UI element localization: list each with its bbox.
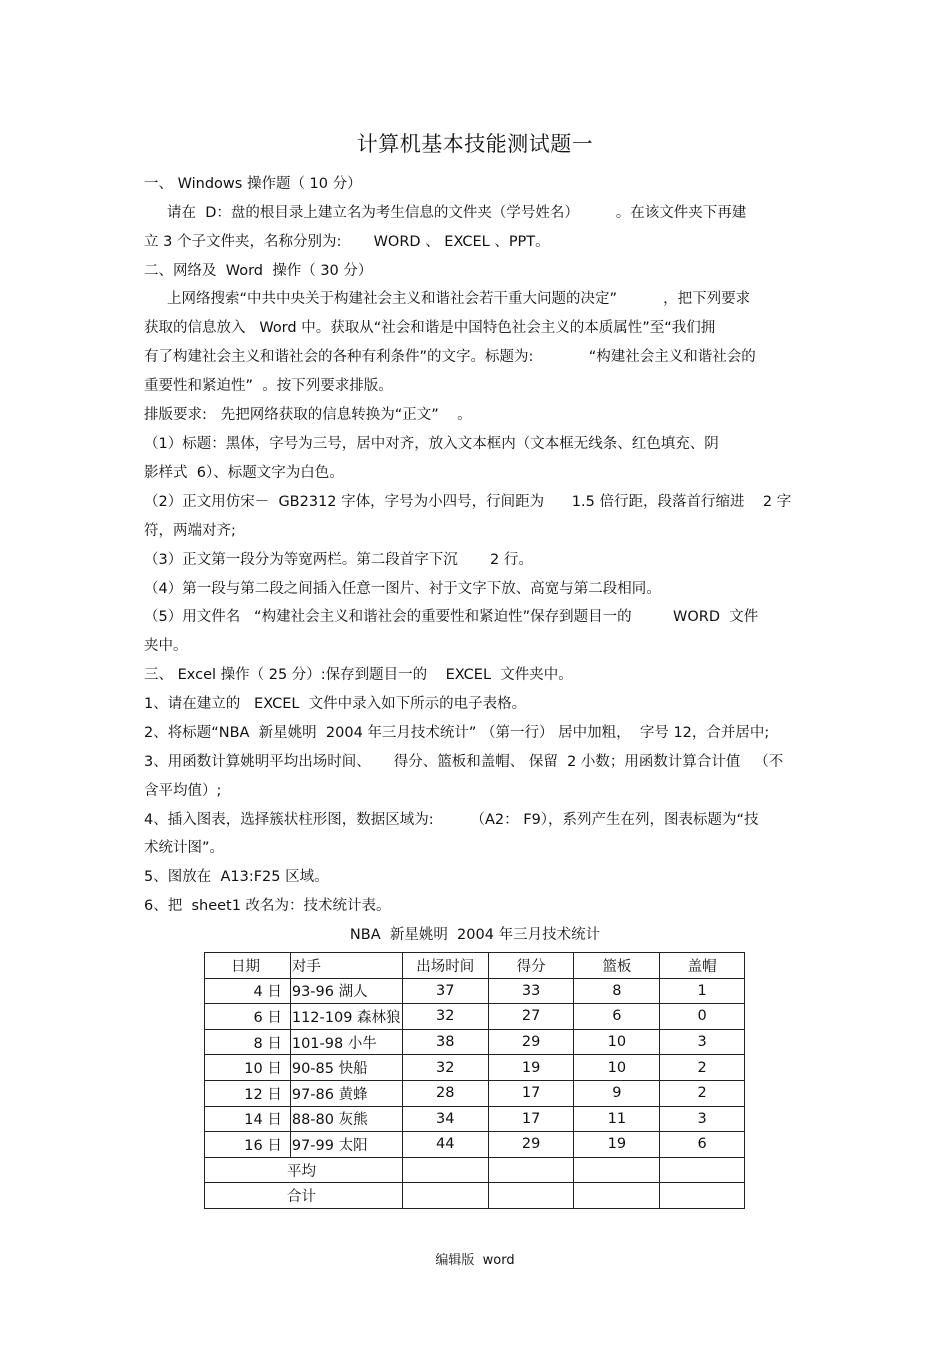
table-cell: 10 [574,1029,660,1055]
table-cell: 32 [402,1055,488,1081]
table-row [205,1080,745,1106]
page-title: 计算机基本技能测试题一 [356,132,594,156]
table-row [205,978,745,1004]
text-line: 一、 Windows 操作题（ 10 分） [144,176,362,192]
table-row [205,1132,745,1158]
table-cell: 8 [574,978,660,1004]
text-line: 符，两端对齐; [144,523,236,539]
table-cell: 16 日 [205,1132,291,1158]
stats-table [204,952,745,1209]
table-row [205,1004,745,1030]
text-line: 立 3 个子文件夹，名称分别为: WORD 、 EXCEL 、PPT。 [144,234,550,250]
table-cell: 97-86 黄蜂 [290,1080,402,1106]
empty-cell [660,1183,745,1209]
table-cell: 2 [660,1080,745,1106]
text-line: 二、网络及 Word 操作（ 30 分） [144,263,373,279]
table-cell: 11 [574,1106,660,1132]
text-line: 含平均值）; [144,783,222,799]
table-cell: 37 [402,978,488,1004]
table-row [205,1029,745,1055]
table-cell: 19 [488,1055,574,1081]
header-cell: 出场时间 [402,953,488,979]
table-cell: 17 [488,1080,574,1106]
header-cell: 对手 [290,953,402,979]
table-cell: 1 [660,978,745,1004]
text-line: 请在 D：盘的根目录上建立名为考生信息的文件夹（学号姓名） 。在该文件夹下再建 [144,205,747,221]
summary-label-cell: 合计 [205,1183,403,1209]
table-cell: 32 [402,1004,488,1030]
table-cell: 27 [488,1004,574,1030]
table-cell: 88-80 灰熊 [290,1106,402,1132]
table-cell: 44 [402,1132,488,1158]
table-cell: 3 [660,1029,745,1055]
text-line: 术统计图”。 [144,840,225,856]
empty-cell [574,1157,660,1183]
text-line: 获取的信息放入 Word 中。获取从“社会和谐是中国特色社会主义的本质属性”至“我们拥 [144,320,716,336]
header-cell: 日期 [205,953,291,979]
empty-cell [402,1183,488,1209]
table-cell: 0 [660,1004,745,1030]
text-line: 重要性和紧迫性” 。按下列要求排版。 [144,378,393,394]
text-line: （5）用文件名 “构建社会主义和谐社会的重要性和紧迫性”保存到题目一的 WORD 文件 [144,609,759,625]
table-cell: 12 日 [205,1080,291,1106]
text-line: （4）第一段与第二段之间插入任意一图片、衬于文字下放、高宽与第二段相同。 [144,581,661,597]
text-line: （1）标题：黑体，字号为三号，居中对齐，放入文本框内（文本框无线条、红色填充、阴 [144,436,719,452]
empty-cell [574,1183,660,1209]
empty-cell [402,1157,488,1183]
summary-row [205,1183,745,1209]
table-cell: 6 日 [205,1004,291,1030]
table-cell: 33 [488,978,574,1004]
table-cell: 4 日 [205,978,291,1004]
table-cell: 10 日 [205,1055,291,1081]
table-title: NBA 新星姚明 2004 年三月技术统计 [349,927,601,943]
text-line: 排版要求: 先把网络获取的信息转换为“正文” 。 [144,407,472,423]
summary-row [205,1157,745,1183]
text-line: 5、图放在 A13:F25 区域。 [144,869,329,885]
text-line: 有了构建社会主义和谐社会的各种有利条件”的文字。标题为: “构建社会主义和谐社会的 [144,349,756,365]
header-cell: 盖帽 [660,953,745,979]
table-cell: 29 [488,1132,574,1158]
table-cell: 97-99 太阳 [290,1132,402,1158]
table-row [205,1055,745,1081]
header-cell: 篮板 [574,953,660,979]
table-cell: 19 [574,1132,660,1158]
table-cell: 112-109 森林狼 [290,1004,402,1030]
text-line: 上网络搜索“中共中央关于构建社会主义和谐社会若干重大问题的决定” ，把下列要求 [144,291,751,307]
empty-cell [660,1157,745,1183]
table-cell: 93-96 湖人 [290,978,402,1004]
table-cell: 90-85 快船 [290,1055,402,1081]
table-cell: 2 [660,1055,745,1081]
text-line: 2、将标题“NBA 新星姚明 2004 年三月技术统计” （第一行） 居中加粗， 字号 12，合并居中; [144,725,770,741]
table-cell: 29 [488,1029,574,1055]
header-cell: 得分 [488,953,574,979]
table-cell: 6 [574,1004,660,1030]
table-cell: 38 [402,1029,488,1055]
table-cell: 17 [488,1106,574,1132]
text-line: （2）正文用仿宋－ GB2312 字体，字号为小四号，行间距为 1.5 倍行距，段落首行缩进 2 字 [144,494,792,510]
text-line: 3、用函数计算姚明平均出场时间、 得分、篮板和盖帽、 保留 2 小数；用函数计算合计值 （不 [144,754,784,770]
empty-cell [488,1183,574,1209]
text-line: 1、请在建立的 EXCEL 文件中录入如下所示的电子表格。 [144,696,527,712]
table-row [205,1106,745,1132]
table-cell: 101-98 小牛 [290,1029,402,1055]
text-line: 6、把 sheet1 改名为：技术统计表。 [144,898,391,914]
text-line: 夹中。 [144,638,188,654]
empty-cell [488,1157,574,1183]
table-cell: 34 [402,1106,488,1132]
table-header-row [205,953,745,979]
text-line: 三、 Excel 操作（ 25 分）:保存到题目一的 EXCEL 文件夹中。 [144,667,573,683]
table-cell: 10 [574,1055,660,1081]
page-footer: 编辑版 word [435,1253,515,1268]
table-cell: 8 日 [205,1029,291,1055]
text-line: （3）正文第一段分为等宽两栏。第二段首字下沉 2 行。 [144,552,533,568]
summary-label-cell: 平均 [205,1157,403,1183]
table-cell: 14 日 [205,1106,291,1132]
text-line: 4、插入图表，选择簇状柱形图，数据区域为: （A2： F9），系列产生在列，图表标题为“技 [144,812,759,828]
table-cell: 3 [660,1106,745,1132]
table-cell: 9 [574,1080,660,1106]
text-line: 影样式 6）、标题文字为白色。 [144,465,344,481]
table-cell: 28 [402,1080,488,1106]
table-cell: 6 [660,1132,745,1158]
